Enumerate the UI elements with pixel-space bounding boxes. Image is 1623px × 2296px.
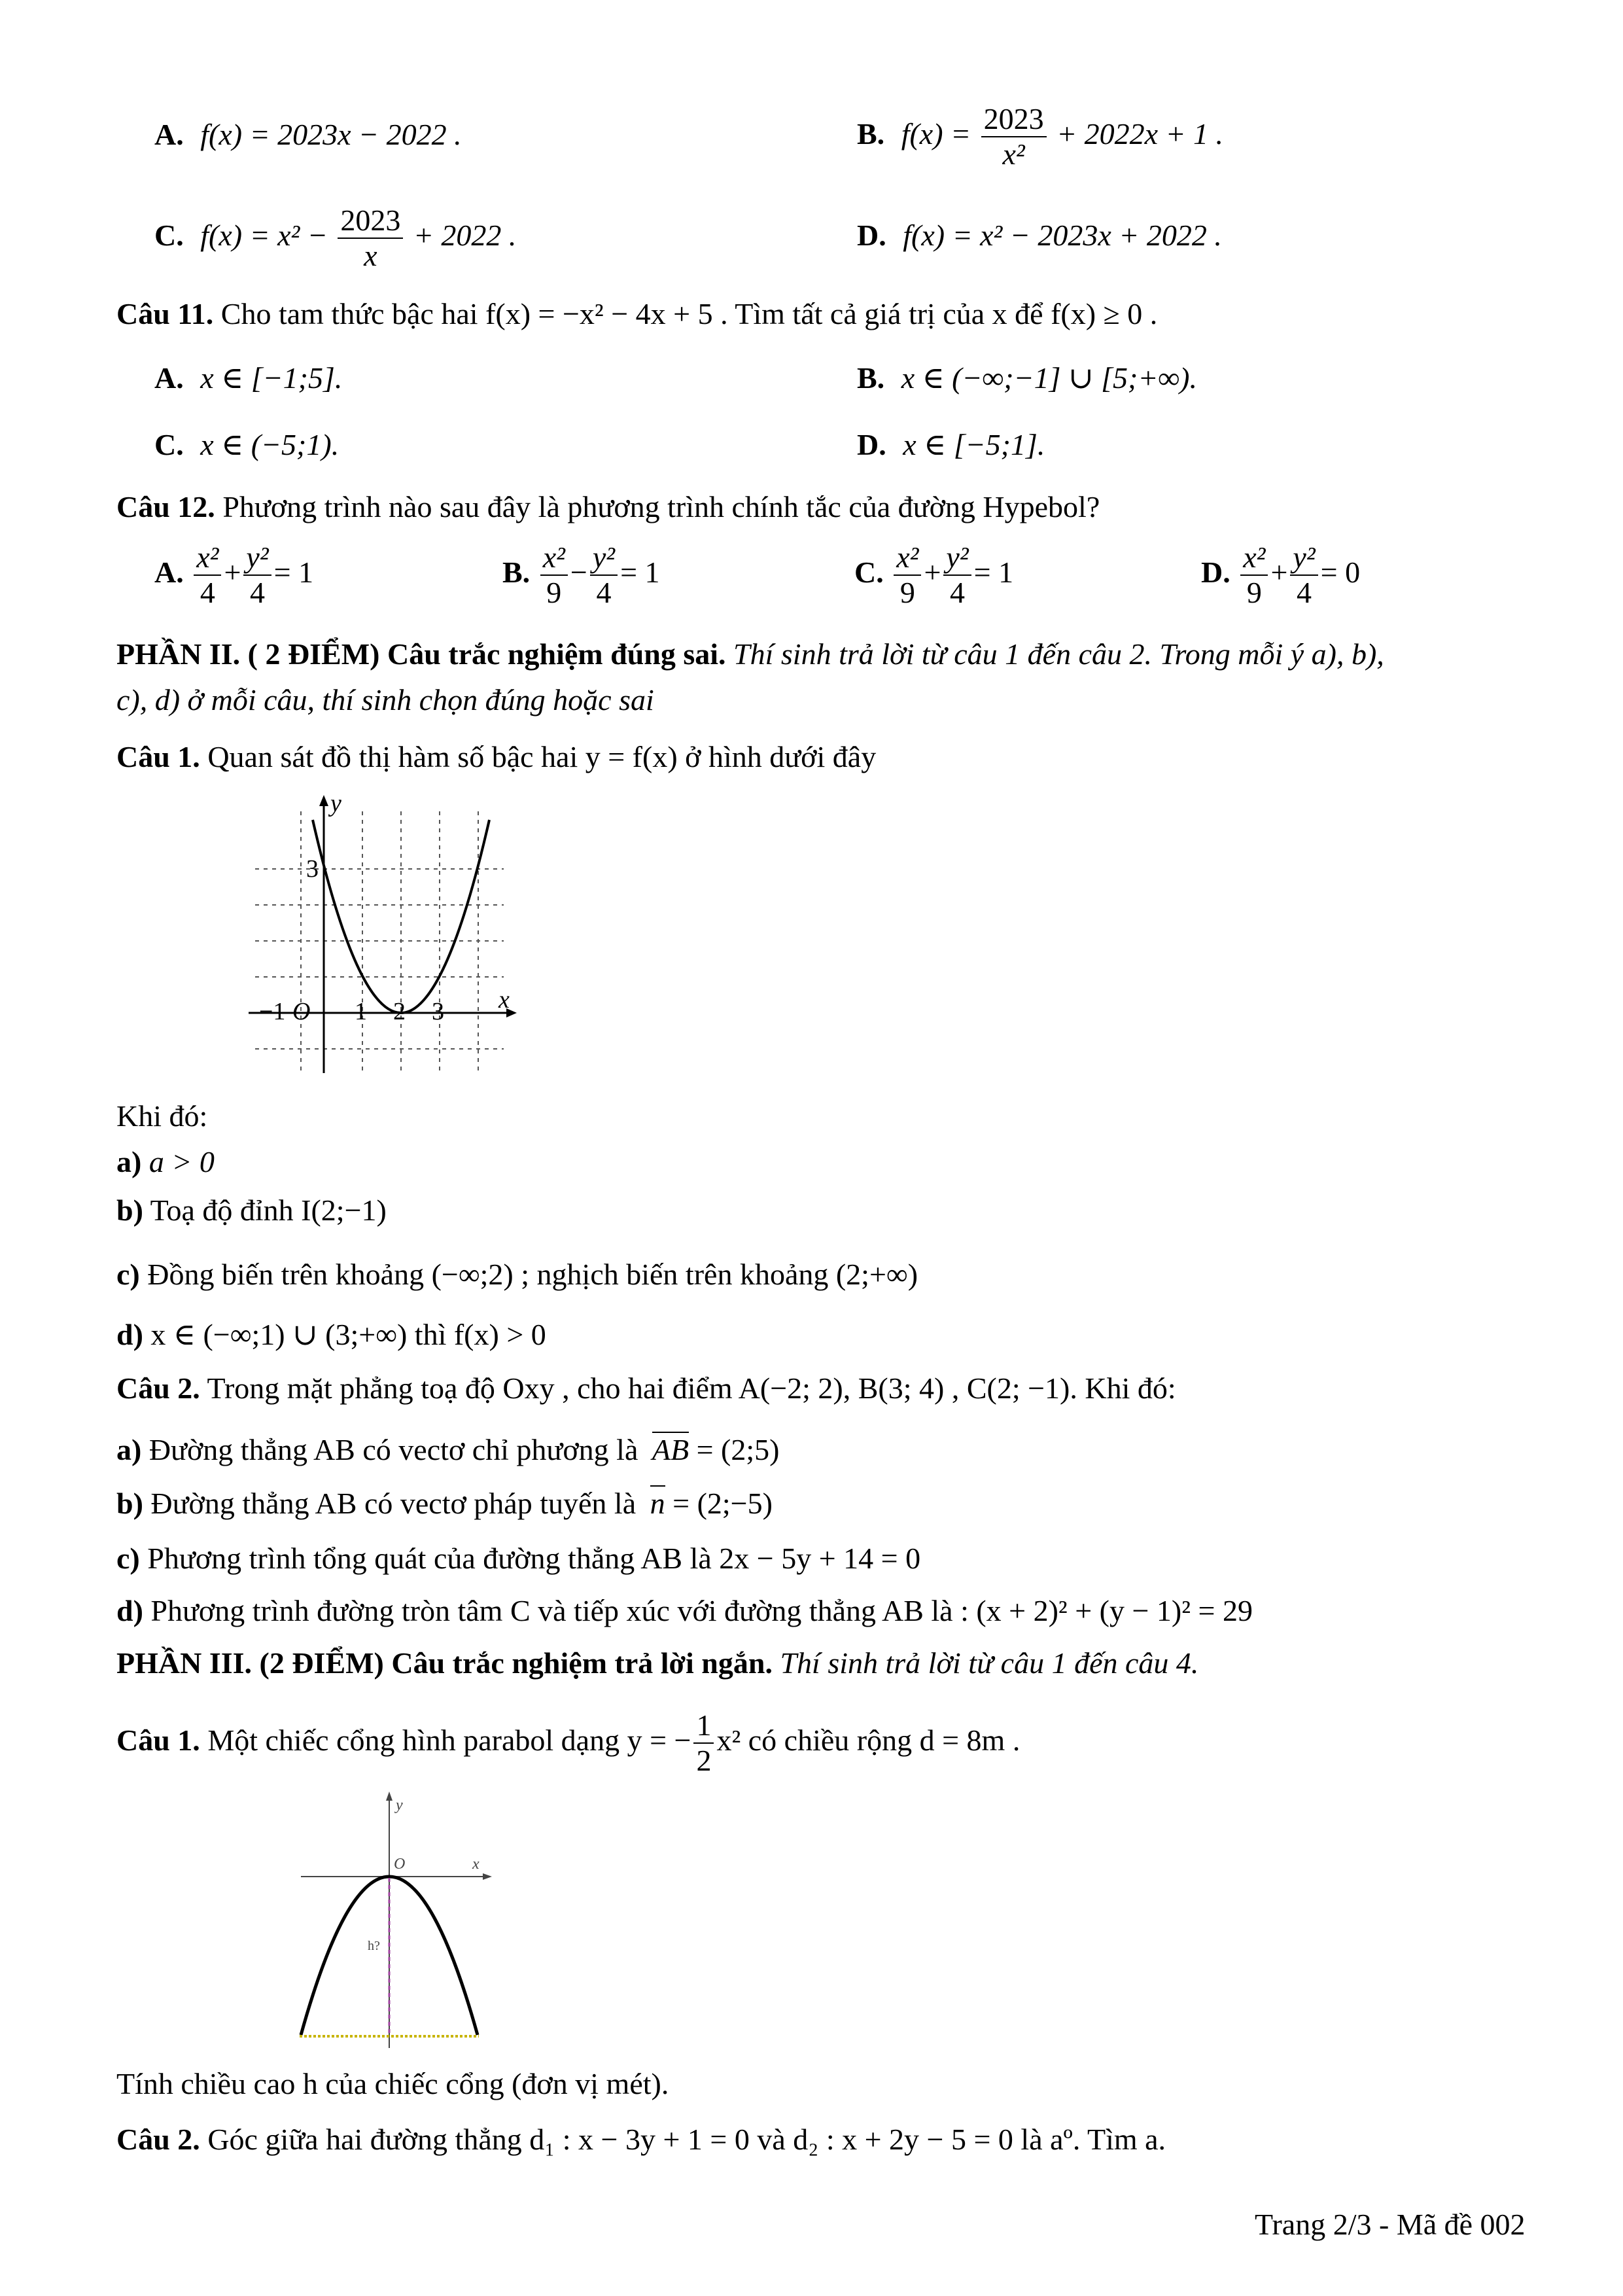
axis-y-label: y (330, 790, 341, 817)
option-post: + 2022x + 1 . (1056, 117, 1224, 150)
item-text: a > 0 (148, 1145, 215, 1178)
axis-x-label: x (498, 986, 510, 1014)
part2-q1-item-b (116, 1191, 387, 1230)
part2-q2-item-d (116, 1591, 1253, 1631)
part2-q1-item-a (116, 1142, 215, 1182)
option-label: C. (854, 556, 884, 589)
part3-heading: PHẦN III. (2 ĐIỂM) Câu trắc nghiệm trả lời ngắn. (116, 1646, 773, 1680)
question-label: Câu 2. (116, 2123, 200, 2156)
item-text: Phương trình đường tròn tâm C và tiếp xúc với đường thẳng AB là : (x + 2)² + (y − 1)² = 29 (150, 1594, 1253, 1627)
option-expr: x ∈ [−1;5]. (200, 361, 343, 395)
item-text: Đồng biến trên khoảng (−∞;2) ; nghịch biến trên khoảng (2;+∞) (147, 1258, 918, 1291)
tick-2: 2 (393, 998, 406, 1025)
fraction: $\frac{\text{x²}}{9}$ (1240, 540, 1268, 610)
q11-option-d (857, 425, 1045, 465)
question-label: Câu 12. (116, 490, 215, 523)
part3-instruction: Thí sinh trả lời từ câu 1 đến câu 4. (780, 1646, 1199, 1680)
q10-option-a (154, 115, 462, 154)
fraction: $\frac{\text{x²}}{4}$ (194, 540, 221, 610)
part2-q2-item-c (116, 1539, 920, 1578)
q12-option-a (154, 537, 313, 610)
part2-instruction: Thí sinh trả lời từ câu 1 đến câu 2. Trong mỗi ý a), b), (733, 637, 1384, 671)
rhs: = 1 (620, 556, 660, 589)
fraction: $\frac{\text{y²}}{4}$ (1290, 540, 1318, 610)
item-label: a) (116, 1433, 142, 1466)
operator: + (1270, 556, 1288, 589)
q12-option-d (1201, 537, 1360, 610)
option-label: B. (857, 361, 885, 395)
option-label: D. (857, 428, 886, 461)
item-value: = (2;−5) (672, 1487, 773, 1520)
part3-heading-line (116, 1644, 1198, 1683)
option-label: A. (154, 361, 184, 395)
fraction: $\frac{\text{x²}}{9}$ (540, 540, 568, 610)
y-axis-arrow-icon (386, 1792, 393, 1801)
item-label: c) (116, 1258, 140, 1291)
item-text: x ∈ (−∞;1) ∪ (3;+∞) thì f(x) > 0 (150, 1318, 546, 1351)
q12-option-c (854, 537, 1013, 610)
option-label: B. (502, 556, 531, 589)
q11-option-a (154, 359, 342, 398)
option-label: D. (857, 219, 886, 252)
part2-q1-item-d (116, 1315, 546, 1354)
question-text: Trong mặt phẳng toạ độ Oxy , cho hai điểm A(−2; 2), B(3; 4) , C(2; −1). Khi đó: (207, 1371, 1176, 1405)
rhs: = 1 (973, 556, 1014, 589)
part2-q1-stem (116, 737, 876, 777)
grid-lines (255, 811, 504, 1073)
option-pre: f(x) = (901, 117, 971, 150)
q11-option-b (857, 359, 1197, 398)
option-expr: f(x) = x² − 2023x + 2022 . (903, 219, 1222, 252)
item-text: Đường thẳng AB có vectơ pháp tuyến là (150, 1487, 637, 1520)
rhs: = 1 (273, 556, 314, 589)
question-text-post: x² có chiều rộng d = 8m . (716, 1723, 1021, 1757)
page-footer: Trang 2/3 - Mã đề 002 (1255, 2208, 1526, 2241)
option-expr: x ∈ (−5;1). (200, 428, 340, 461)
q12-stem (116, 487, 1100, 527)
parabola-graph (242, 785, 543, 1073)
item-text: Toạ độ đỉnh I(2;−1) (150, 1193, 387, 1227)
fraction: $\frac{\text{y²}}{4}$ (943, 540, 971, 610)
item-label: d) (116, 1594, 143, 1627)
q11-stem (116, 294, 1157, 334)
y-axis-arrow-icon (319, 795, 328, 806)
part2-q1-item-c (116, 1255, 918, 1294)
item-label: c) (116, 1542, 140, 1575)
item-value: = (2;5) (696, 1433, 780, 1466)
item-text: Đường thẳng AB có vectơ chỉ phương là (148, 1433, 638, 1466)
option-label: B. (857, 117, 885, 150)
khi-do: Khi đó: (116, 1099, 208, 1133)
q10-option-c (154, 200, 516, 273)
option-expr: x ∈ (−∞;−1] ∪ [5;+∞). (901, 361, 1197, 395)
option-label: C. (154, 428, 184, 461)
q11-option-c (154, 425, 339, 465)
part2-heading-line (116, 635, 1384, 674)
question-label: Câu 2. (116, 1371, 200, 1405)
item-label: b) (116, 1193, 143, 1227)
part2-q2-item-a (116, 1430, 779, 1470)
question-text: Quan sát đồ thị hàm số bậc hai y = f(x) ở hình dưới đây (207, 740, 877, 773)
part3-q2-stem (116, 2120, 1166, 2159)
q10-option-b (857, 98, 1223, 171)
fraction: $\frac{2023}{x}$ (338, 203, 403, 273)
fraction: $\frac{\text{y²}}{4}$ (243, 540, 271, 610)
question-text: Cho tam thức bậc hai f(x) = −x² − 4x + 5 . Tìm tất cả giá trị của x để f(x) ≥ 0 . (220, 297, 1158, 330)
part2-heading: PHẦN II. ( 2 ĐIỂM) Câu trắc nghiệm đúng sai. (116, 637, 726, 671)
option-expr: x ∈ [−5;1]. (903, 428, 1045, 461)
origin-label: O (292, 998, 311, 1025)
q10-option-d (857, 216, 1222, 255)
operator: + (924, 556, 941, 589)
origin-label: O (394, 1856, 406, 1873)
option-label: D. (1201, 556, 1230, 589)
fraction: $\frac{\text{y²}}{4}$ (590, 540, 618, 610)
question-text: Phương trình nào sau đây là phương trình chính tắc của đường Hypebol? (222, 490, 1100, 523)
part3-q1-stem (116, 1704, 1020, 1778)
part2-instruction-2: c), d) ở mỗi câu, thí sinh chọn đúng hoặc sai (116, 683, 654, 716)
question-text-pre: Một chiếc cổng hình parabol dạng y = − (207, 1723, 691, 1757)
x-axis-arrow-icon (483, 1873, 492, 1880)
axis-y-label: y (396, 1797, 403, 1814)
part2-q2-item-b (116, 1484, 773, 1523)
option-post: + 2022 . (413, 219, 517, 252)
item-label: d) (116, 1318, 143, 1351)
fraction: $\frac{2023}{\text{x²}}$ (981, 102, 1047, 171)
tick-3: 3 (432, 998, 444, 1025)
q12-option-b (502, 537, 660, 610)
option-expr: f(x) = 2023x − 2022 . (200, 118, 462, 151)
option-pre: f(x) = x² − (200, 219, 328, 252)
question-text: Góc giữa hai đường thẳng d₁ : x − 3y + 1 = 0 và d₂ : x + 2y − 5 = 0 là aº. Tìm a. (207, 2123, 1166, 2156)
rhs: = 0 (1320, 556, 1361, 589)
fraction: $\frac{1}{2}$ (693, 1708, 714, 1778)
part2-q2-stem (116, 1369, 1176, 1408)
operator: − (570, 556, 587, 589)
item-label: b) (116, 1487, 143, 1520)
item-text: Phương trình tổng quát của đường thẳng AB là 2x − 5y + 14 = 0 (147, 1542, 921, 1575)
axis-x-label: x (472, 1856, 480, 1873)
option-label: C. (154, 219, 184, 252)
option-label: A. (154, 118, 184, 151)
item-label: a) (116, 1145, 142, 1178)
tick-y-3: 3 (306, 855, 319, 883)
operator: + (224, 556, 241, 589)
height-label: h? (368, 1939, 380, 1953)
vector-n: n (650, 1487, 665, 1520)
option-label: A. (154, 556, 184, 589)
tick-1: 1 (355, 998, 367, 1025)
question-label: Câu 1. (116, 1723, 200, 1757)
question-label: Câu 1. (116, 740, 200, 773)
gate-parabola-graph (288, 1786, 550, 2061)
part3-q1-question: Tính chiều cao h của chiếc cổng (đơn vị mét). (116, 2067, 669, 2100)
vector-ab: AB (652, 1433, 689, 1466)
fraction: $\frac{\text{x²}}{9}$ (894, 540, 921, 610)
question-label: Câu 11. (116, 297, 214, 330)
tick-minus-1: −1 (259, 998, 286, 1025)
